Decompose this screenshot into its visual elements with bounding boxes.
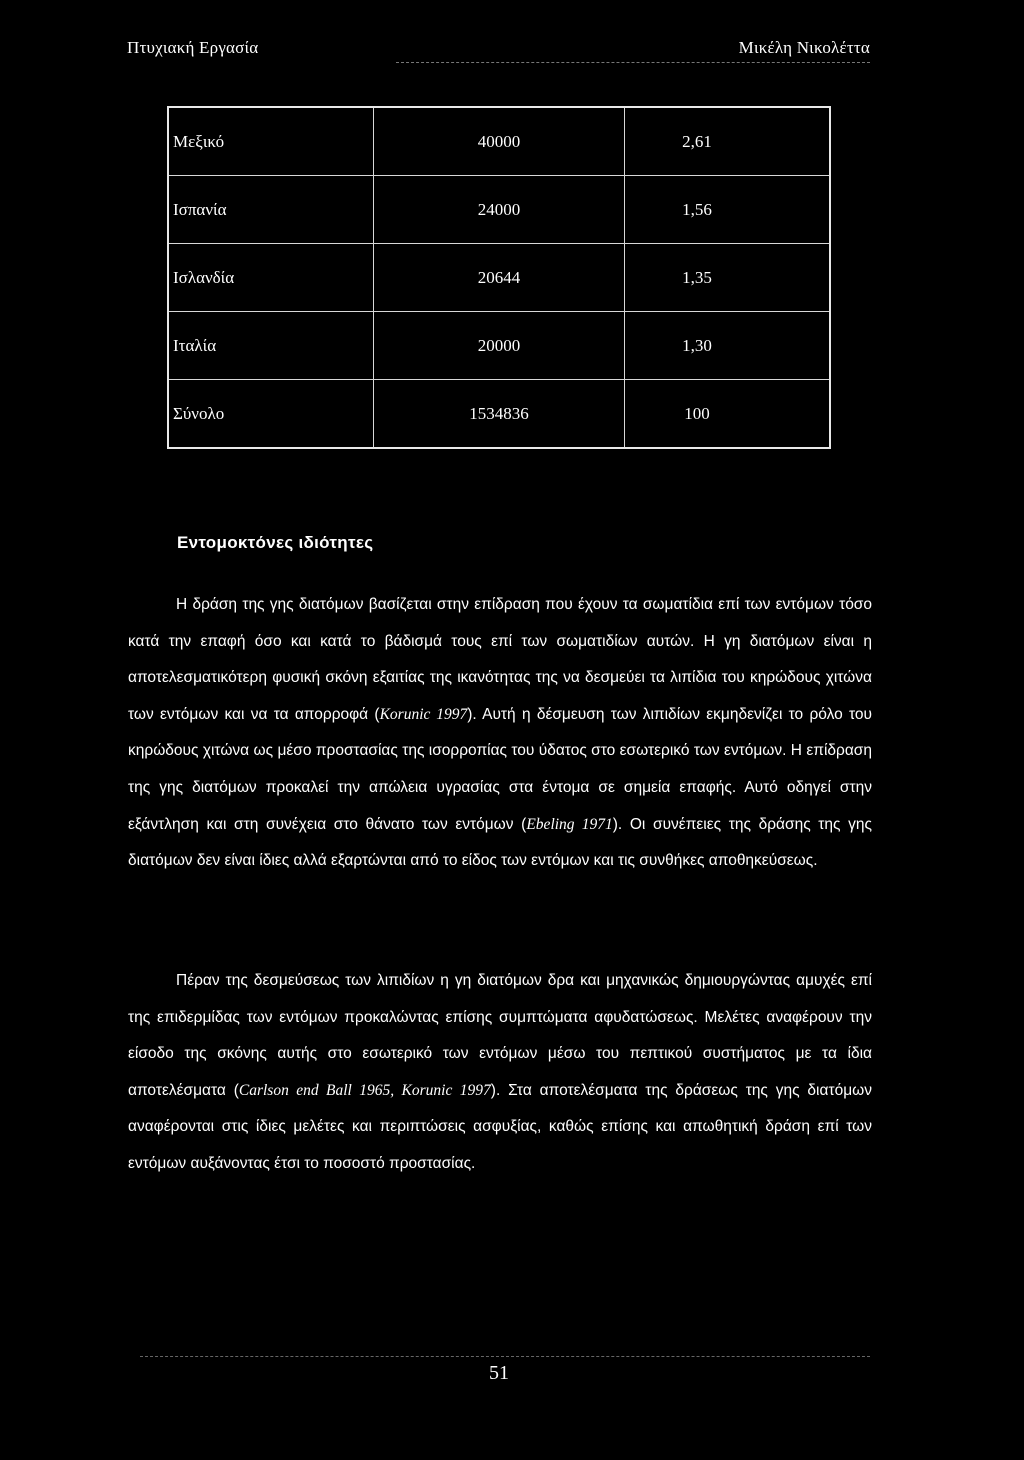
table-cell-value: 1534836 bbox=[374, 380, 625, 449]
citation: Carlson end Ball 1965, Korunic 1997 bbox=[238, 1081, 491, 1099]
table-cell-country: Ισπανία bbox=[168, 176, 374, 244]
table-cell-country: Σύνολο bbox=[168, 380, 374, 449]
table-cell-percent: 100 bbox=[625, 380, 831, 449]
table-cell-country: Ιταλία bbox=[168, 312, 374, 380]
table-row bbox=[168, 244, 830, 312]
table-cell-value: 20000 bbox=[374, 312, 625, 380]
table-row bbox=[168, 380, 830, 449]
paragraph-2 bbox=[128, 963, 872, 1183]
section-heading: Εντομοκτόνες ιδιότητες bbox=[177, 533, 374, 552]
table-cell-country: Ισλανδία bbox=[168, 244, 374, 312]
data-table bbox=[167, 106, 831, 449]
table-cell-value: 20644 bbox=[374, 244, 625, 312]
table-row bbox=[168, 107, 830, 176]
table-row bbox=[168, 312, 830, 380]
table-cell-country: Μεξικό bbox=[168, 107, 374, 176]
header-author: Μικέλη Νικολέττα bbox=[738, 38, 870, 57]
citation: Korunic 1997 bbox=[379, 705, 468, 723]
paragraph-1 bbox=[128, 587, 872, 880]
page-number: 51 bbox=[489, 1362, 509, 1384]
citation: Ebeling 1971 bbox=[526, 815, 613, 833]
paragraph-text: ). Στα αποτελέσματα της δράσεως της γης διατόμων αναφέρονται στις ίδιες μελέτες και περιπτώσεις ασφυξίας, καθώς επίσης και απωθητική δράση επί των εντόμων αυξάνοντας έτσι το ποσοστό προστασίας. bbox=[128, 1081, 872, 1172]
table-cell-percent: 2,61 bbox=[625, 107, 831, 176]
table-cell-value: 40000 bbox=[374, 107, 625, 176]
table-cell-value: 24000 bbox=[374, 176, 625, 244]
paragraph-text: ). Οι συνέπειες της δράσης της γης διατόμων δεν είναι ίδιες αλλά εξαρτώνται από το είδος των εντόμων και τις συνθήκες αποθηκεύσεως. bbox=[128, 815, 872, 870]
header-rule bbox=[396, 62, 870, 63]
header-title: Πτυχιακή Εργασία bbox=[127, 38, 259, 57]
table-cell-percent: 1,35 bbox=[625, 244, 831, 312]
table-row bbox=[168, 176, 830, 244]
paragraph-text: Πέραν της δεσμεύσεως των λιπιδίων η γη διατόμων δρα και μηχανικώς δημιουργώντας αμυχές επί της επιδερμίδας των εντόμων προκαλώντας επίσης συμπτώματα αφυδατώσεως. Μελέτες αναφέρουν την είσοδο της σκόνης αυτής στο εσωτερικό των εντόμων μέσω του πεπτικού συστήματος με τα ίδια αποτελέσματα ( bbox=[128, 972, 872, 1099]
footer-rule bbox=[140, 1356, 870, 1357]
paragraph-text: ). Αυτή η δέσμευση των λιπιδίων εκμηδενίζει το ρόλο του κηρώδους χιτώνα ως μέσο προστασίας της ισορροπίας του ύδατος στο εσωτερικό των εντόμων. Η επίδραση της γης διατόμων προκαλεί την απώλεια υγρασίας στα έντομα σε σημεία επαφής. Αυτό οδηγεί στην εξάντληση και στη συνέχεια στο θάνατο των εντόμων ( bbox=[128, 705, 872, 833]
paragraph-text: Η δράση της γης διατόμων βασίζεται στην επίδραση που έχουν τα σωματίδια επί των εντόμων τόσο κατά την επαφή όσο και κατά το βάδισμά τους επί των σωματιδίων αυτών. Η γη διατόμων είναι η αποτελεσματικότερη φυσική σκόνη εξαιτίας της ικανότητας της να δεσμεύει τα λιπίδια του κηρώδους χιτώνα των εντόμων και να τα απορροφά ( bbox=[128, 596, 872, 723]
table-cell-percent: 1,56 bbox=[625, 176, 831, 244]
table-cell-percent: 1,30 bbox=[625, 312, 831, 380]
